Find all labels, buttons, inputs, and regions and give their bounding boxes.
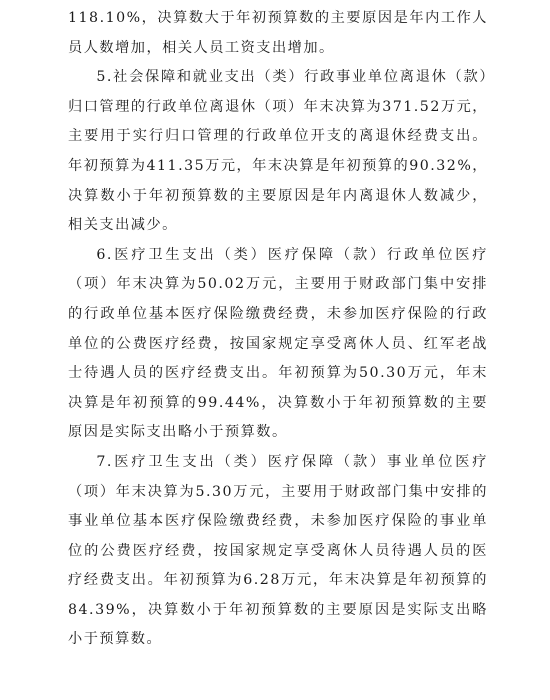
paragraph-item-7: 7.医疗卫生支出（类）医疗保障（款）事业单位医疗（项）年末决算为5.30万元，主要用于财政部门集中安排的事业单位基本医疗保险缴费经费，未参加医疗保险的事业单位的公费医疗经费，按国家规定享受离休人员待遇人员的医疗经费支出。年初预算为6.28万元，年末决算是年初预算的84.39%，决算数小于年初预算数的主要原因是实际支出略小于预算数。: [68, 453, 488, 648]
paragraph-continuation: 118.10%，决算数大于年初预算数的主要原因是年内工作人员人数增加，相关人员工资支出增加。: [68, 10, 488, 56]
paragraph-item-6: 6.医疗卫生支出（类）医疗保障（款）行政单位医疗（项）年末决算为50.02万元，主要用于财政部门集中安排的行政单位基本医疗保险缴费经费，未参加医疗保险的行政单位的公费医疗经费，按国家规定享受离休人员、红军老战士待遇人员的医疗经费支出。年初预算为50.30万元，年末决算是年初预算的99.44%，决算数小于年初预算数的主要原因是实际支出略小于预算数。: [68, 246, 488, 441]
paragraph-item-5: 5.社会保障和就业支出（类）行政事业单位离退休（款）归口管理的行政单位离退休（项）年末决算为371.52万元，主要用于实行归口管理的行政单位开支的离退休经费支出。年初预算为411.35万元，年末决算是年初预算的90.32%，决算数小于年初预算数的主要原因是年内离退休人数减少，相关支出减少。: [68, 69, 488, 234]
